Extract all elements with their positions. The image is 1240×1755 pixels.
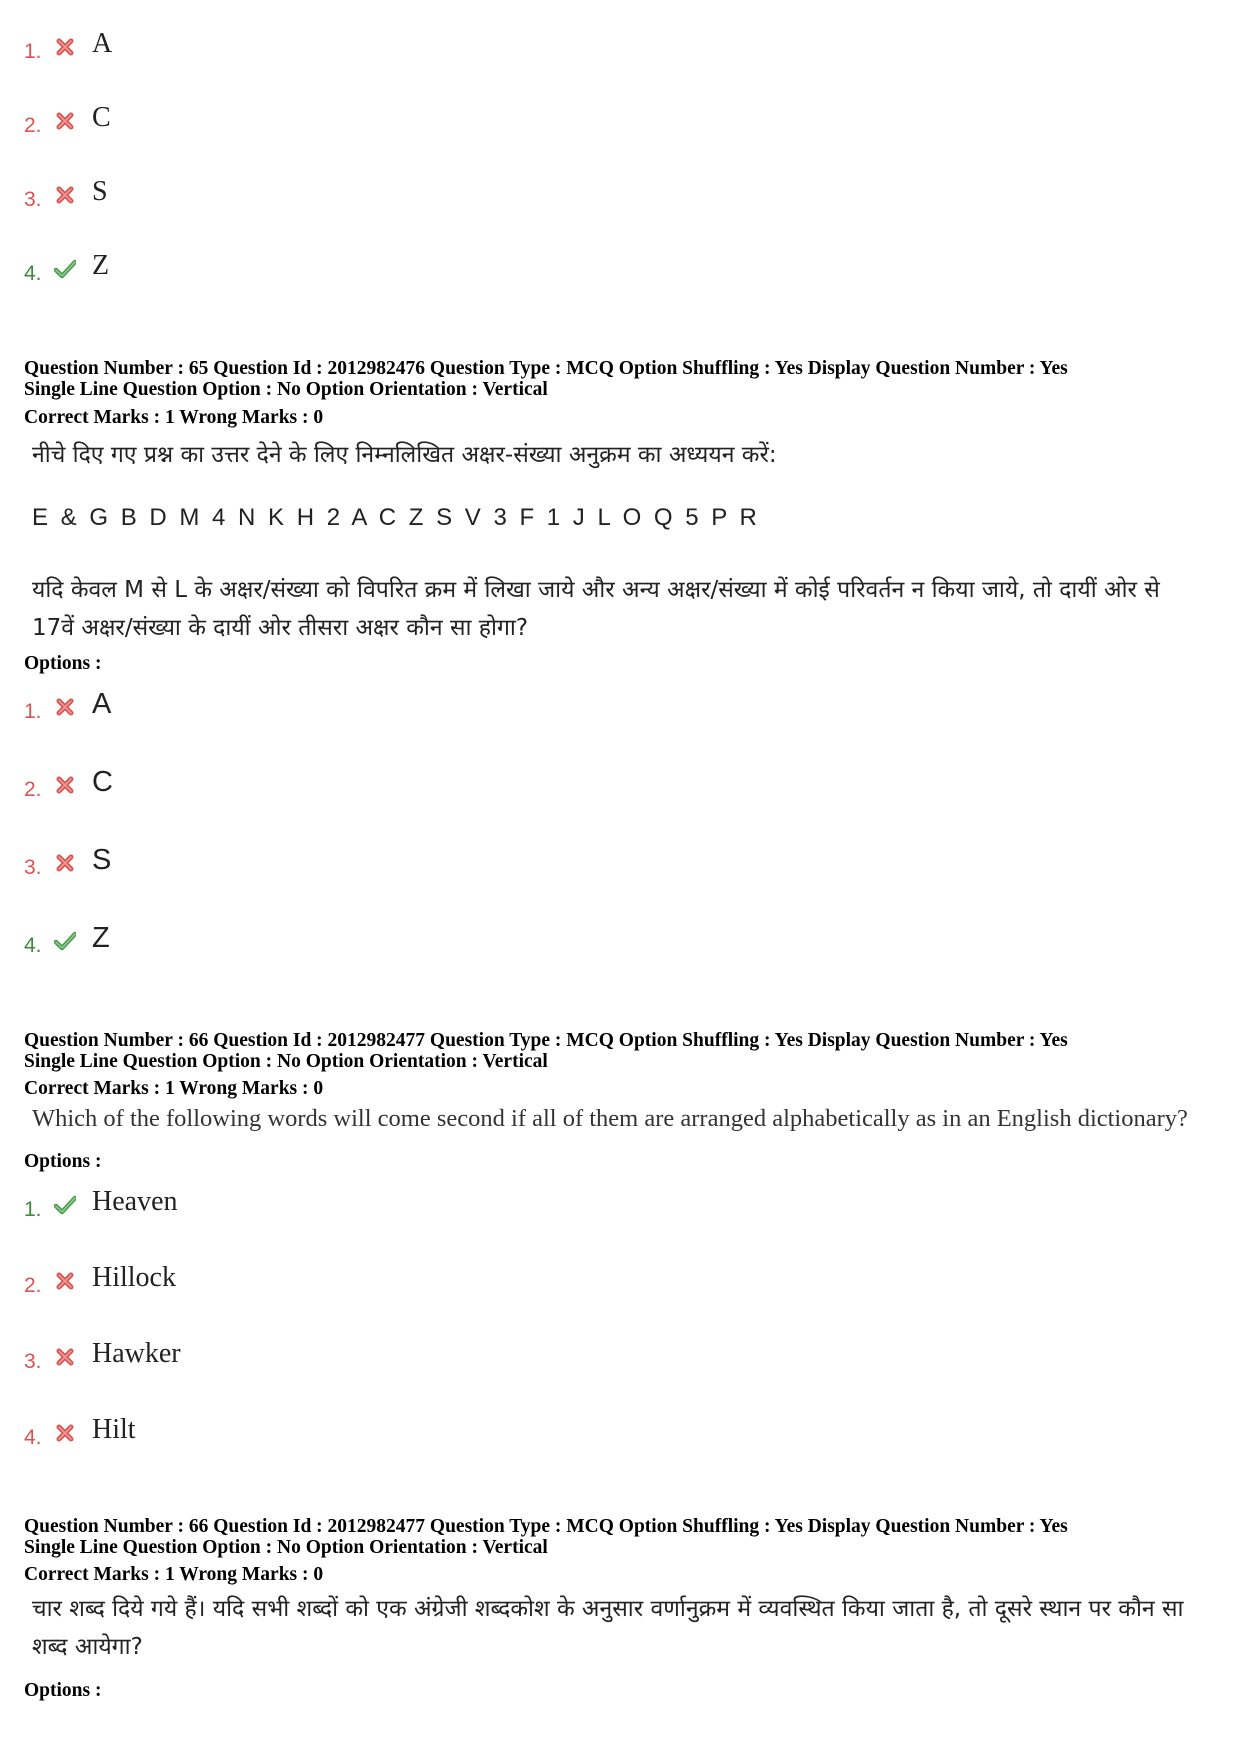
- check-icon: [54, 258, 76, 280]
- options-label: Options :: [24, 1151, 102, 1172]
- option-number: 4.: [24, 262, 42, 285]
- option-number: 1.: [24, 1198, 42, 1221]
- option-number: 2.: [24, 1274, 42, 1297]
- option-text: S: [92, 176, 108, 207]
- option-number: 4.: [24, 934, 42, 957]
- option-text: S: [92, 844, 112, 876]
- question-text-part2: यदि केवल M से L के अक्षर/संख्या को विपरित क्रम में लिखा जाये और अन्य अक्षर/संख्या में कोई परिवर्तन न किया जाये, तो दायीं ओर से 17वें अक्षर/संख्या के दायीं ओर तीसरा अक्षर कौन सा होगा?: [32, 577, 1160, 641]
- option-text: C: [92, 102, 111, 133]
- option-text: Hillock: [92, 1262, 176, 1293]
- question-header-line2: Single Line Question Option : No Option Orientation : Vertical: [24, 379, 548, 400]
- option-number: 4.: [24, 1426, 42, 1449]
- option-text: C: [92, 766, 113, 798]
- question-header-line2: Single Line Question Option : No Option Orientation : Vertical: [24, 1537, 548, 1558]
- cross-icon: [54, 1422, 76, 1444]
- option-number: 2.: [24, 778, 42, 801]
- question-marks: Correct Marks : 1 Wrong Marks : 0: [24, 407, 324, 428]
- cross-icon: [54, 852, 76, 874]
- question-text: चार शब्द दिये गये हैं। यदि सभी शब्दों को एक अंग्रेजी शब्दकोश के अनुसार वर्णानुक्रम में व्यवस्थित किया जाता है, तो दूसरे स्थान पर कौन सा शब्द आयेगा?: [32, 1596, 1184, 1660]
- options-label: Options :: [24, 1680, 102, 1701]
- option-text: Hawker: [92, 1338, 181, 1369]
- question-header-line1: Question Number : 65 Question Id : 2012982476 Question Type : MCQ Option Shuffling : Yes Display Question Number : Yes: [24, 358, 1068, 379]
- question-header-line2: Single Line Question Option : No Option Orientation : Vertical: [24, 1051, 548, 1072]
- option-text: Hilt: [92, 1414, 136, 1445]
- cross-icon: [54, 774, 76, 796]
- option-number: 2.: [24, 114, 42, 137]
- option-text: Z: [92, 250, 110, 281]
- option-number: 3.: [24, 188, 42, 211]
- question-header-line1: Question Number : 66 Question Id : 2012982477 Question Type : MCQ Option Shuffling : Yes Display Question Number : Yes: [24, 1030, 1068, 1051]
- option-number: 1.: [24, 40, 42, 63]
- cross-icon: [54, 1270, 76, 1292]
- check-icon: [54, 930, 76, 952]
- option-number: 3.: [24, 1350, 42, 1373]
- option-text: A: [92, 28, 113, 59]
- options-label: Options :: [24, 653, 102, 674]
- question-marks: Correct Marks : 1 Wrong Marks : 0: [24, 1564, 324, 1585]
- cross-icon: [54, 1346, 76, 1368]
- option-number: 1.: [24, 700, 42, 723]
- question-header-line1: Question Number : 66 Question Id : 2012982477 Question Type : MCQ Option Shuffling : Yes Display Question Number : Yes: [24, 1516, 1068, 1537]
- option-text: Heaven: [92, 1186, 178, 1217]
- question-text: नीचे दिए गए प्रश्न का उत्तर देने के लिए निम्नलिखित अक्षर-संख्या अनुक्रम का अध्ययन करें:: [32, 442, 777, 468]
- option-text: A: [92, 688, 112, 720]
- question-marks: Correct Marks : 1 Wrong Marks : 0: [24, 1078, 324, 1099]
- cross-icon: [54, 36, 76, 58]
- check-icon: [54, 1194, 76, 1216]
- question-text: Which of the following words will come second if all of them are arranged alphabetically as in an English dictionary?: [32, 1105, 1188, 1132]
- option-number: 3.: [24, 856, 42, 879]
- cross-icon: [54, 184, 76, 206]
- letter-sequence: E & G B D M 4 N K H 2 A C Z S V 3 F 1 J L O Q 5 P R: [32, 504, 760, 531]
- cross-icon: [54, 110, 76, 132]
- option-text: Z: [92, 922, 110, 954]
- cross-icon: [54, 696, 76, 718]
